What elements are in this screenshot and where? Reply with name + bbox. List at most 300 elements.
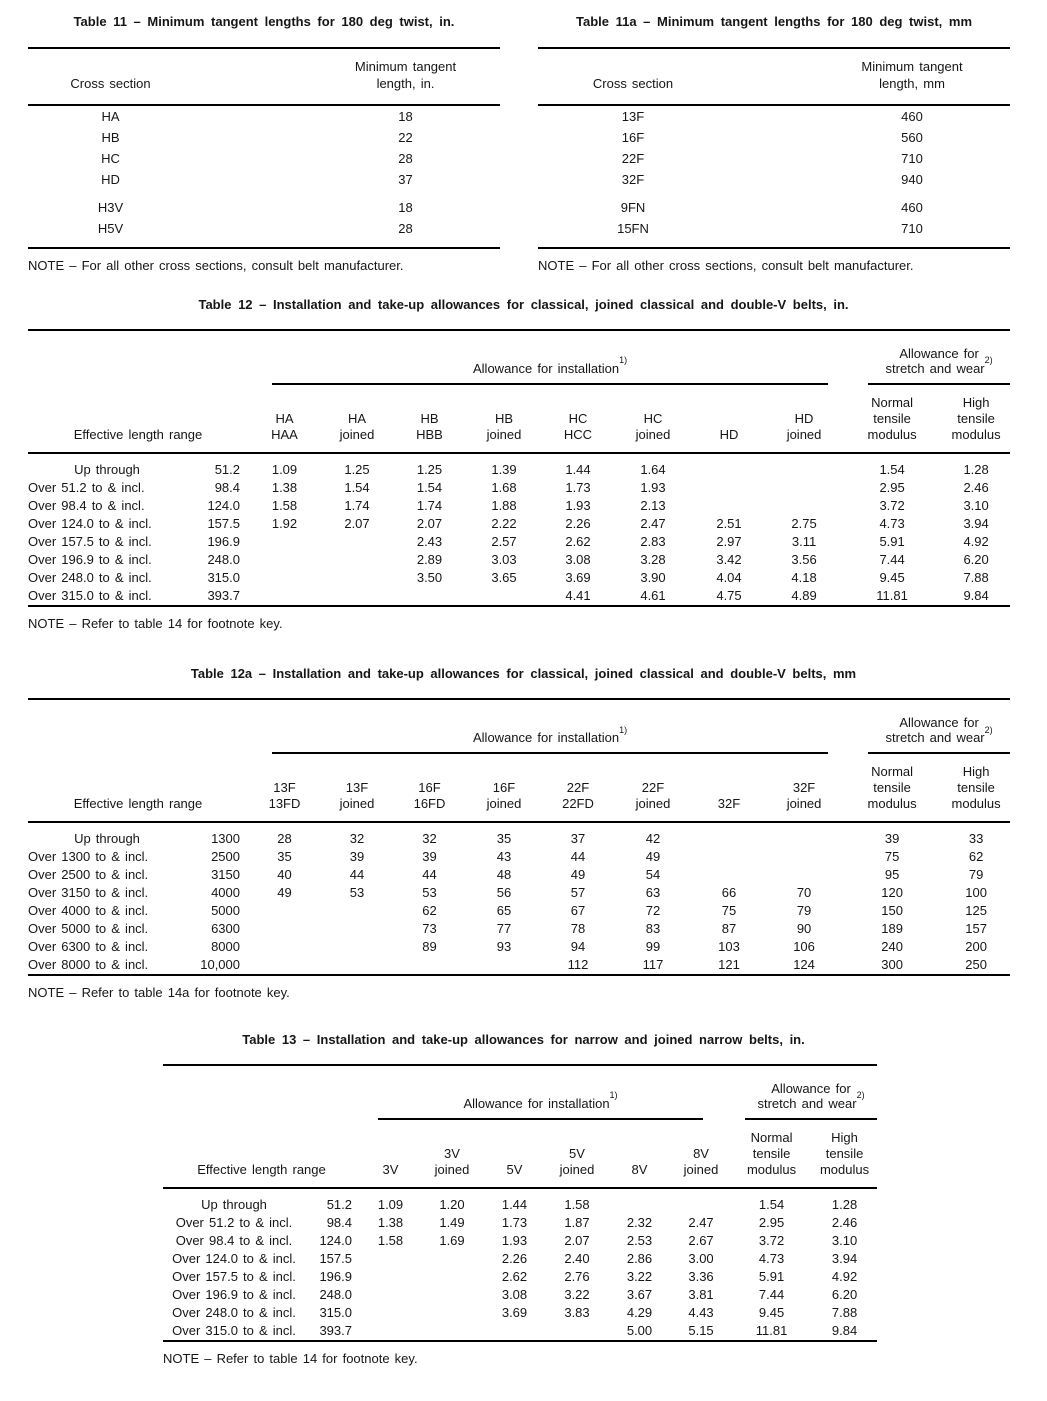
- value-cell: 2.47: [640, 515, 666, 531]
- value-cell: [766, 453, 842, 479]
- table-row: [28, 902, 1010, 920]
- footnote-ref-1: 1): [609, 1090, 618, 1101]
- table-row: [163, 1232, 877, 1250]
- value-cell: 4.04: [716, 569, 742, 585]
- value-cell: [692, 453, 766, 479]
- cross-section-cell: HB: [101, 129, 120, 145]
- wear-group-header: Allowance for stretch and wear$^{2)}$: [745, 1081, 877, 1120]
- cross-section-cell: HA: [101, 108, 120, 124]
- range-limit-cell: 248.0: [207, 551, 240, 567]
- value-cell: 2.51: [716, 515, 742, 531]
- value-cell: 83: [645, 921, 661, 937]
- table-row: [163, 1214, 877, 1232]
- value-cell: [321, 956, 393, 975]
- header-row: [28, 48, 500, 105]
- table-row: [28, 197, 500, 218]
- value-cell: 2.62: [565, 533, 591, 549]
- table-row: [28, 479, 1010, 497]
- value-cell: 1.92: [271, 515, 298, 531]
- range-limit-cell: 4000: [211, 885, 240, 901]
- row-group-gap: [28, 239, 500, 248]
- belt-column-header: HB HBB: [416, 410, 443, 442]
- value-cell: [766, 497, 842, 515]
- value-cell: [248, 569, 321, 587]
- value-cell: [766, 866, 842, 884]
- table-12a-title: Table 12a – Installation and take-up allowances for classical, joined classical and double-V belts, mm: [190, 666, 857, 681]
- cross-section-cell: H5V: [97, 220, 124, 236]
- value-cell: 3.03: [491, 551, 517, 567]
- table-12a: [28, 698, 1010, 976]
- value-cell: 43: [496, 849, 512, 865]
- value-cell: [248, 551, 321, 569]
- table-row: [538, 148, 1010, 169]
- range-limit-cell: 98.4: [214, 479, 240, 495]
- value-cell: 125: [965, 903, 987, 919]
- value-cell: 7.88: [831, 1304, 858, 1320]
- value-cell: 1.93: [565, 497, 591, 513]
- range-label-cell: Over 5000 to & incl.: [28, 921, 149, 937]
- value-cell: 4.92: [963, 533, 989, 549]
- value-cell: 44: [422, 867, 437, 883]
- value-cell: 87: [721, 921, 737, 937]
- value-cell: 77: [496, 921, 512, 937]
- value-cell: 6.20: [963, 551, 989, 567]
- value-cell: 56: [496, 885, 512, 901]
- table-row: [538, 127, 1010, 148]
- value-cell: 1.38: [271, 479, 298, 495]
- value-cell: 4.89: [791, 587, 817, 603]
- value-cell: 5.15: [688, 1322, 714, 1338]
- range-limit-cell: 1300: [211, 831, 240, 847]
- value-cell: 2.46: [963, 479, 989, 495]
- range-limit-cell: 3150: [211, 867, 240, 883]
- value-cell: 3.94: [963, 515, 989, 531]
- cross-section-cell: 9FN: [620, 199, 646, 215]
- belt-column-header: HB joined: [486, 410, 522, 442]
- value-cell: 1.44: [501, 1196, 528, 1212]
- range-limit-cell: 157.5: [207, 515, 240, 531]
- value-cell: 1.28: [831, 1196, 858, 1212]
- table-row: [538, 218, 1010, 239]
- value-cell: 7.44: [879, 551, 905, 567]
- tangent-length-cell: 710: [901, 150, 923, 166]
- range-limit-cell: 315.0: [207, 569, 240, 585]
- value-cell: [393, 956, 466, 975]
- value-cell: 3.28: [640, 551, 666, 567]
- belt-column-header: 5V: [506, 1161, 523, 1177]
- value-cell: 37: [570, 831, 586, 847]
- value-cell: 28: [277, 831, 292, 847]
- value-cell: 48: [496, 867, 512, 883]
- value-cell: [360, 1322, 421, 1341]
- value-cell: 4.41: [565, 587, 591, 603]
- value-cell: [393, 587, 466, 606]
- table-12-title: Table 12 – Installation and take-up allowances for classical, joined classical and double-V belts, in.: [198, 296, 849, 312]
- table-11a-note: NOTE – For all other cross sections, consult belt manufacturer.: [538, 258, 914, 274]
- value-cell: 1.54: [344, 479, 370, 495]
- value-cell: 75: [884, 849, 900, 865]
- value-cell: 1.54: [879, 461, 905, 477]
- value-cell: 32: [422, 831, 437, 847]
- value-cell: 4.73: [758, 1250, 785, 1266]
- value-cell: 2.67: [688, 1232, 714, 1248]
- value-cell: 9.45: [879, 569, 905, 585]
- value-cell: 39: [349, 849, 365, 865]
- value-cell: 72: [645, 903, 661, 919]
- value-cell: 3.65: [491, 569, 517, 585]
- belt-column-header: 16F joined: [486, 780, 522, 812]
- range-label-cell: Over 1300 to & incl.: [28, 849, 149, 865]
- value-cell: 1.93: [501, 1232, 528, 1248]
- value-cell: [692, 479, 766, 497]
- footnote-ref-1: 1): [619, 355, 628, 366]
- value-cell: 1.74: [416, 497, 443, 513]
- value-cell: 4.29: [626, 1304, 653, 1320]
- value-cell: 53: [422, 885, 437, 901]
- value-cell: 1.38: [377, 1214, 404, 1230]
- value-cell: 65: [496, 903, 512, 919]
- value-cell: [321, 569, 393, 587]
- column-header-row: [28, 754, 1010, 822]
- value-cell: 44: [570, 849, 586, 865]
- value-cell: 1.44: [565, 461, 591, 477]
- value-cell: [421, 1268, 483, 1286]
- range-limit-cell: 196.9: [207, 533, 240, 549]
- belt-column-header: HA joined: [339, 410, 375, 442]
- value-cell: 2.95: [879, 479, 905, 495]
- value-cell: 39: [884, 831, 900, 847]
- wear-group-header: Allowance for stretch and wear$^{2)}$: [868, 715, 1010, 754]
- tangent-length-cell: 28: [398, 150, 413, 166]
- value-cell: 250: [965, 957, 987, 973]
- modulus-column-header: High tensile modulus: [951, 764, 1001, 812]
- cross-section-cell: HD: [101, 171, 120, 187]
- value-cell: 2.47: [688, 1214, 714, 1230]
- tangent-length-cell: 560: [901, 129, 923, 145]
- table-row: [28, 218, 500, 239]
- value-cell: 90: [796, 921, 812, 937]
- value-cell: 70: [796, 885, 812, 901]
- value-cell: 3.69: [565, 569, 591, 585]
- belt-column-header: 8V: [631, 1161, 648, 1177]
- value-cell: 2.97: [716, 533, 742, 549]
- value-cell: [466, 587, 542, 606]
- value-cell: 33: [968, 831, 984, 847]
- value-cell: 3.42: [716, 551, 742, 567]
- value-cell: [692, 497, 766, 515]
- value-cell: [360, 1268, 421, 1286]
- range-limit-cell: 8000: [211, 939, 240, 955]
- cross-section-cell: 32F: [621, 171, 645, 187]
- range-label-cell: Over 315.0 to & incl.: [28, 587, 152, 603]
- value-cell: [692, 822, 766, 848]
- value-cell: 2.57: [491, 533, 517, 549]
- value-cell: 9.45: [758, 1304, 785, 1320]
- range-label-cell: Over 196.9 to & incl.: [172, 1286, 296, 1302]
- table-11-section: [28, 14, 500, 275]
- value-cell: [360, 1286, 421, 1304]
- header-row: [538, 48, 1010, 105]
- value-cell: 5.91: [879, 533, 905, 549]
- range-label-cell: Over 124.0 to & incl.: [172, 1250, 296, 1266]
- value-cell: 3.10: [831, 1232, 858, 1248]
- table-row: [28, 169, 500, 190]
- range-limit-cell: 98.4: [326, 1214, 352, 1230]
- table-row: [28, 127, 500, 148]
- value-cell: 57: [570, 885, 586, 901]
- value-cell: [466, 956, 542, 975]
- table-row: [28, 938, 1010, 956]
- value-cell: 3.56: [791, 551, 817, 567]
- value-cell: 189: [881, 921, 903, 937]
- value-cell: 3.10: [963, 497, 989, 513]
- table-13: [163, 1064, 877, 1342]
- value-cell: 300: [881, 957, 903, 973]
- belt-column-header: HC joined: [635, 410, 671, 442]
- row-group-gap: [28, 190, 500, 197]
- value-cell: 63: [645, 885, 661, 901]
- modulus-column-header: High tensile modulus: [819, 1129, 870, 1177]
- range-label-cell: Over 51.2 to & incl.: [28, 479, 145, 495]
- value-cell: 5.91: [758, 1268, 785, 1284]
- value-cell: 1.58: [564, 1196, 590, 1212]
- table-11a-section: [538, 14, 1010, 275]
- belt-column-header: HD: [719, 426, 739, 442]
- value-cell: 3.90: [640, 569, 666, 585]
- value-cell: [248, 956, 321, 975]
- footnote-ref-2: 2): [984, 355, 993, 366]
- value-cell: [360, 1304, 421, 1322]
- value-cell: 3.94: [831, 1250, 858, 1266]
- value-cell: [766, 848, 842, 866]
- belt-column-header: 32F joined: [786, 780, 822, 812]
- table-row: [538, 105, 1010, 127]
- range-limit-cell: 10,000: [200, 957, 240, 973]
- range-column-header: Effective length range: [73, 426, 203, 442]
- value-cell: 1.88: [491, 497, 517, 513]
- value-cell: 4.92: [831, 1268, 858, 1284]
- value-cell: 35: [496, 831, 512, 847]
- value-cell: 6.20: [831, 1286, 858, 1302]
- value-cell: 1.54: [758, 1196, 785, 1212]
- range-label-cell: Over 196.9 to & incl.: [28, 551, 152, 567]
- range-column-header: Effective length range: [197, 1161, 326, 1177]
- value-cell: 1.39: [491, 461, 517, 477]
- value-cell: 1.74: [344, 497, 370, 513]
- footnote-ref-2: 2): [984, 724, 993, 735]
- range-label-cell: Over 248.0 to & incl.: [172, 1304, 296, 1320]
- table-11a-title: Table 11a – Minimum tangent lengths for 180 deg twist, mm: [576, 14, 972, 29]
- belt-column-header: 8V joined: [683, 1145, 719, 1177]
- value-cell: [421, 1250, 483, 1268]
- value-cell: 2.07: [564, 1232, 590, 1248]
- range-label-cell: Over 4000 to & incl.: [28, 903, 149, 919]
- value-cell: 1.09: [271, 461, 298, 477]
- value-cell: 3.81: [688, 1286, 714, 1302]
- modulus-column-header: Normal tensile modulus: [746, 1129, 797, 1177]
- range-label-cell: Over 124.0 to & incl.: [28, 515, 152, 531]
- range-label-cell: Over 51.2 to & incl.: [175, 1214, 293, 1230]
- tangent-length-cell: 18: [398, 108, 413, 124]
- tangent-length-cell: 22: [398, 129, 413, 145]
- value-cell: [321, 551, 393, 569]
- value-cell: 200: [965, 939, 987, 955]
- value-cell: 3.00: [688, 1250, 714, 1266]
- belt-column-header: 22F 22FD: [562, 780, 594, 812]
- table-row: [28, 533, 1010, 551]
- value-cell: 100: [965, 885, 987, 901]
- value-cell: 112: [567, 957, 589, 973]
- belt-column-header: 16F 16FD: [413, 780, 446, 812]
- belt-column-header: HC HCC: [563, 410, 593, 442]
- value-cell: [248, 902, 321, 920]
- value-cell: 2.07: [416, 515, 443, 531]
- modulus-column-header: Normal tensile modulus: [867, 394, 917, 442]
- value-cell: 150: [881, 903, 903, 919]
- value-cell: [692, 848, 766, 866]
- modulus-column-header: High tensile modulus: [951, 394, 1001, 442]
- column-header-row: [163, 1120, 877, 1188]
- tangent-length-cell: 28: [398, 220, 413, 236]
- value-cell: 73: [422, 921, 437, 937]
- range-limit-cell: 315.0: [319, 1304, 352, 1320]
- value-cell: 79: [796, 903, 812, 919]
- value-cell: 1.28: [963, 461, 989, 477]
- value-cell: 7.88: [963, 569, 989, 585]
- range-limit-cell: 6300: [211, 921, 240, 937]
- value-cell: 42: [645, 831, 661, 847]
- table-row: [28, 497, 1010, 515]
- row-group-gap: [538, 239, 1010, 248]
- table-13-note: NOTE – Refer to table 14 for footnote key.: [163, 1350, 418, 1366]
- cross-section-cell: 15FN: [617, 220, 649, 236]
- table-row: [28, 822, 1010, 848]
- range-label-cell: Over 3150 to & incl.: [28, 885, 149, 901]
- belt-column-header: 13F 13FD: [268, 780, 301, 812]
- table-row: [28, 105, 500, 127]
- install-group-header: Allowance for installation$^{1)}$: [272, 730, 828, 754]
- value-cell: 3.22: [626, 1268, 653, 1284]
- value-cell: 120: [881, 885, 903, 901]
- value-cell: [766, 479, 842, 497]
- table-12: [28, 329, 1010, 607]
- value-cell: 2.62: [501, 1268, 528, 1284]
- small-tables-row: [28, 14, 1019, 275]
- value-cell: 9.84: [963, 587, 989, 603]
- belt-column-header: 32F: [717, 796, 741, 812]
- table-row: [28, 587, 1010, 606]
- value-cell: 7.44: [758, 1286, 785, 1302]
- table-row: [163, 1322, 877, 1341]
- tangent-length-cell: 460: [901, 108, 923, 124]
- belt-column-header: HD joined: [786, 410, 822, 442]
- value-cell: [321, 587, 393, 606]
- value-cell: 35: [277, 849, 292, 865]
- value-cell: 49: [277, 885, 292, 901]
- range-limit-cell: 393.7: [319, 1322, 352, 1338]
- value-cell: 1.64: [640, 461, 666, 477]
- range-label-cell: Up through: [74, 831, 140, 847]
- wear-group-header: Allowance for stretch and wear$^{2)}$: [868, 346, 1010, 385]
- value-cell: 4.18: [791, 569, 817, 585]
- range-limit-cell: 2500: [211, 849, 240, 865]
- table-12a-section: [0, 666, 1047, 1002]
- table-row: [163, 1268, 877, 1286]
- range-label-cell: Up through: [201, 1196, 267, 1212]
- range-limit-cell: 124.0: [207, 497, 240, 513]
- cross-section-cell: HC: [101, 150, 120, 166]
- value-cell: [546, 1322, 608, 1341]
- value-cell: 40: [277, 867, 292, 883]
- value-cell: 2.83: [640, 533, 666, 549]
- table-11: [28, 47, 500, 249]
- value-cell: 1.68: [491, 479, 517, 495]
- value-cell: [321, 938, 393, 956]
- value-cell: [248, 533, 321, 551]
- value-cell: 9.84: [831, 1322, 858, 1338]
- table-12-section: [0, 297, 1047, 633]
- value-cell: 2.95: [758, 1214, 785, 1230]
- tangent-length-header: Minimum tangent length, in.: [193, 48, 500, 105]
- install-group-header: Allowance for installation$^{1)}$: [272, 361, 828, 385]
- value-cell: 1.69: [439, 1232, 465, 1248]
- range-limit-cell: 196.9: [319, 1268, 352, 1284]
- value-cell: 54: [645, 867, 661, 883]
- table-row: [163, 1286, 877, 1304]
- value-cell: 3.72: [879, 497, 905, 513]
- cross-section-cell: 13F: [621, 108, 645, 124]
- column-header-row: [28, 385, 1010, 453]
- value-cell: [248, 587, 321, 606]
- cross-section-header: Cross section: [28, 48, 193, 105]
- footnote-ref-2: 2): [856, 1090, 865, 1101]
- value-cell: 32: [349, 831, 365, 847]
- cross-section-cell: H3V: [97, 199, 124, 215]
- value-cell: 3.83: [564, 1304, 590, 1320]
- table-11-note: NOTE – For all other cross sections, consult belt manufacturer.: [28, 258, 404, 274]
- belt-column-header: 3V joined: [434, 1145, 470, 1177]
- value-cell: 49: [645, 849, 661, 865]
- value-cell: 4.43: [688, 1304, 714, 1320]
- value-cell: 95: [884, 867, 900, 883]
- value-cell: 62: [422, 903, 437, 919]
- modulus-column-header: Normal tensile modulus: [867, 764, 917, 812]
- value-cell: 5.00: [626, 1322, 653, 1338]
- value-cell: 1.73: [565, 479, 591, 495]
- table-row: [163, 1304, 877, 1322]
- value-cell: 1.58: [377, 1232, 404, 1248]
- value-cell: 3.08: [565, 551, 591, 567]
- range-limit-cell: 157.5: [319, 1250, 352, 1266]
- value-cell: 49: [570, 867, 586, 883]
- value-cell: 3.69: [501, 1304, 528, 1320]
- table-row: [28, 453, 1010, 479]
- belt-column-header: 3V: [382, 1161, 399, 1177]
- value-cell: 75: [721, 903, 737, 919]
- value-cell: 79: [968, 867, 984, 883]
- value-cell: 2.89: [416, 551, 443, 567]
- range-label-cell: Over 2500 to & incl.: [28, 867, 149, 883]
- cross-section-cell: 16F: [621, 129, 645, 145]
- value-cell: 94: [570, 939, 586, 955]
- value-cell: 1.25: [416, 461, 443, 477]
- value-cell: 39: [422, 849, 437, 865]
- table-11-title: Table 11 – Minimum tangent lengths for 180 deg twist, in.: [73, 14, 455, 29]
- value-cell: [421, 1286, 483, 1304]
- range-limit-cell: 51.2: [326, 1196, 352, 1212]
- value-cell: 67: [570, 903, 586, 919]
- table-13-title: Table 13 – Installation and take-up allowances for narrow and joined narrow belts, in.: [242, 1031, 805, 1047]
